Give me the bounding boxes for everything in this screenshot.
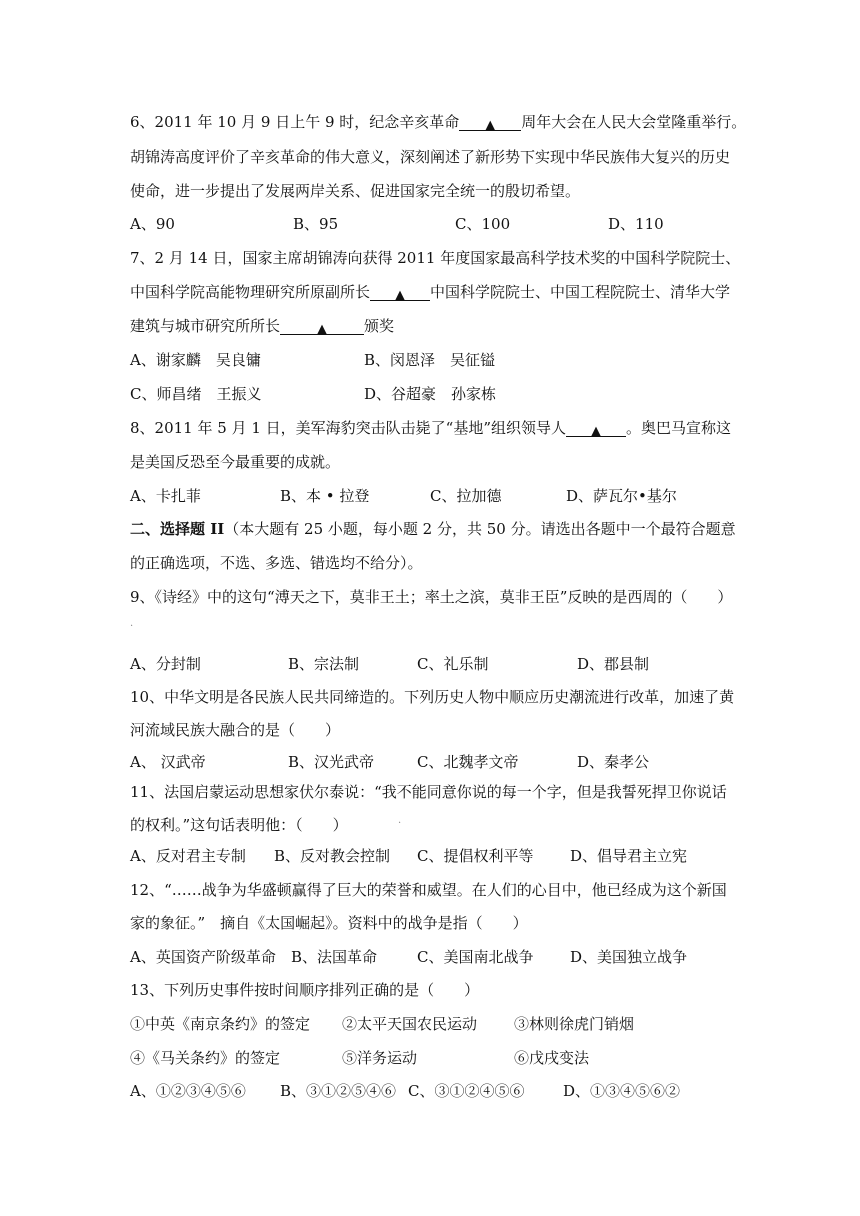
q7-option-a: A、谢家麟 吴良镛: [130, 351, 261, 369]
q13-line1: 13、下列历史事件按时间顺序排列正确的是（ ）: [130, 981, 480, 999]
blank-triangle-icon: ▲: [317, 322, 328, 337]
q12-line1: 12、“……战争为华盛顿赢得了巨大的荣誉和威望。在人们的心目中，他已经成为这个新国: [130, 881, 727, 899]
q9-line1: 9、《诗经》中的这句“溥天之下，莫非王土；率土之滨，莫非王臣”反映的是西周的（ ）: [130, 588, 733, 606]
q9-option-a: A、分封制: [130, 655, 201, 673]
q9-option-d: D、郡县制: [577, 655, 650, 673]
q10-option-a: A、 汉武帝: [130, 753, 206, 771]
q6-line3: 使命，进一步提出了发展两岸关系、促进国家完全统一的殷切希望。: [130, 182, 581, 200]
section2-title: 二、选择题 II: [130, 520, 225, 538]
q10-option-d: D、秦孝公: [577, 753, 650, 771]
q7-option-c: C、师昌绪 王振义: [130, 385, 262, 403]
q6-option-a: A、90: [130, 215, 175, 233]
q8-answer-blank: [566, 420, 626, 437]
q8-line2: 是美国反恐至今最重要的成就。: [130, 453, 341, 471]
q7-line1: 7、2 月 14 日，国家主席胡锦涛向获得 2011 年度国家最高科学技术奖的中国科学院院士、: [130, 249, 741, 267]
q9-option-b: B、宗法制: [288, 655, 360, 673]
q12-option-d: D、美国独立战争: [570, 948, 688, 966]
q11-line2: 的权利。”这句话表明他：（ ）: [130, 816, 348, 834]
q10-line1: 10、中华文明是各民族人民共同缔造的。下列历史人物中顺应历史潮流进行改革，加速了黄: [130, 688, 735, 706]
q7-answer-blank-1: [370, 284, 430, 301]
q13-event-4: ④《马关条约》的签定: [130, 1049, 281, 1067]
stray-dot-mark: .: [130, 618, 134, 629]
q13-event-6: ⑥戊戌变法: [514, 1049, 590, 1067]
q11-line1: 11、法国启蒙运动思想家伏尔泰说：“我不能同意你说的每一个字，但是我誓死捍卫你说话: [130, 783, 727, 801]
blank-triangle-icon: ▲: [485, 118, 496, 133]
q6-answer-blank: [459, 114, 521, 131]
q12-option-a: A、英国资产阶级革命: [130, 948, 276, 966]
q7-line2: 中国科学院高能物理研究所原副所长 ▲ 中国科学院院士、中国工程院院士、清华大学: [130, 283, 731, 303]
q6-line1: 6、2011 年 10 月 9 日上午 9 时，纪念辛亥革命 ▲ 周年大会在人民大会堂隆重举行。: [130, 113, 747, 133]
q7-option-d: D、谷超豪 孙家栋: [364, 385, 497, 403]
q9-option-c: C、礼乐制: [417, 655, 489, 673]
q8-option-b: B、本 • 拉登: [280, 487, 370, 505]
q6-option-c: C、100: [455, 215, 511, 233]
q13-event-5: ⑤洋务运动: [342, 1049, 418, 1067]
q11-option-a: A、反对君主专制: [130, 847, 246, 865]
q13-option-b: B、③①②⑤④⑥: [280, 1082, 397, 1100]
q7-line3: 建筑与城市研究所所长 ▲ 颁奖: [130, 317, 395, 337]
q12-option-c: C、美国南北战争: [417, 948, 534, 966]
q11-option-d: D、倡导君主立宪: [570, 847, 688, 865]
q10-option-b: B、汉光武帝: [288, 753, 375, 771]
q7-option-b: B、闵恩泽 吴征镒: [364, 351, 496, 369]
section2-header: [130, 519, 736, 539]
section2-desc-1: （本大题有 25 小题，每小题 2 分，共 50 分。请选出各题中一个最符合题意: [224, 520, 736, 538]
q8-option-c: C、拉加德: [430, 487, 502, 505]
q12-line2: 家的象征。” 摘自《太国崛起》。资料中的战争是指（ ）: [130, 914, 528, 932]
q13-option-c: C、③①②④⑤⑥: [408, 1082, 525, 1100]
q10-option-c: C、北魏孝文帝: [417, 753, 519, 771]
q11-option-c: C、提倡权利平等: [417, 847, 534, 865]
q8-line1: 8、2011 年 5 月 1 日，美军海豹突击队击毙了“基地”组织领导人 ▲ 。奥巴马宣称这: [130, 419, 731, 439]
q13-event-1: ①中英《南京条约》的签定: [130, 1015, 311, 1033]
q8-option-d: D、萨瓦尔•基尔: [566, 487, 677, 505]
stray-dot-mark: .: [398, 815, 402, 826]
q13-event-2: ②太平天国农民运动: [342, 1015, 478, 1033]
q6-option-b: B、95: [293, 215, 339, 233]
q11-option-b: B、反对教会控制: [274, 847, 391, 865]
section2-desc-2: 的正确选项，不选、多选、错选均不给分）。: [130, 554, 423, 572]
q13-option-a: A、①②③④⑤⑥: [130, 1082, 246, 1100]
q6-line2: 胡锦涛高度评价了辛亥革命的伟大意义，深刻阐述了新形势下实现中华民族伟大复兴的历史: [130, 148, 731, 166]
blank-triangle-icon: ▲: [590, 424, 601, 439]
blank-triangle-icon: ▲: [395, 288, 406, 303]
q13-option-d: D、①③④⑤⑥②: [563, 1082, 681, 1100]
q8-option-a: A、卡扎菲: [130, 487, 201, 505]
q6-option-d: D、110: [608, 215, 664, 233]
q7-answer-blank-2: [280, 318, 364, 335]
q10-line2: 河流域民族大融合的是（ ）: [130, 721, 341, 739]
q13-event-3: ③林则徐虎门销烟: [514, 1015, 635, 1033]
q12-option-b: B、法国革命: [291, 948, 378, 966]
